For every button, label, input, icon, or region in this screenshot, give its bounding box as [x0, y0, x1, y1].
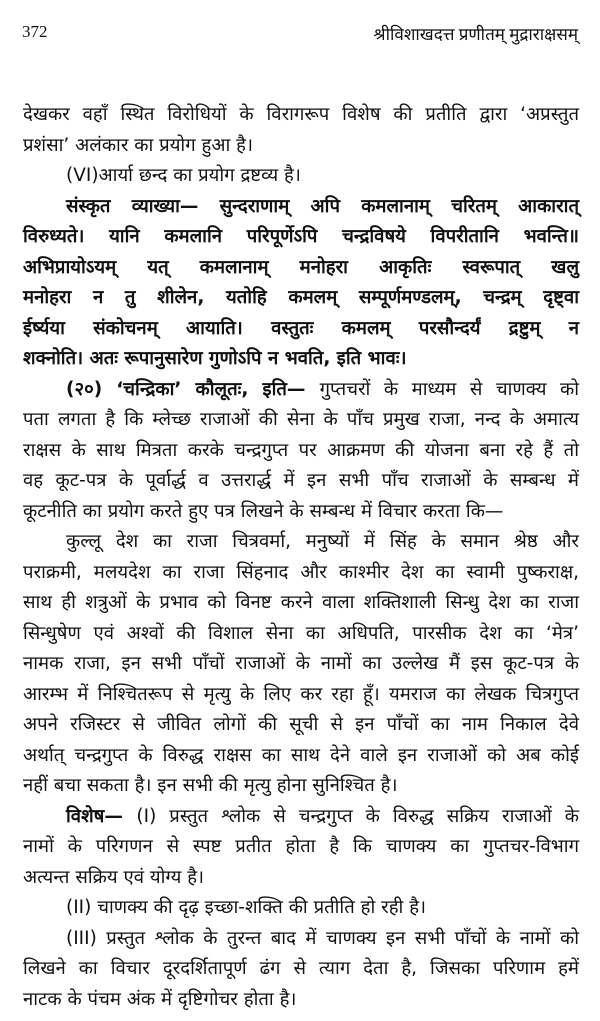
text-line: [23, 314, 579, 344]
text-line: [23, 436, 579, 466]
text-line: [66, 527, 579, 557]
text-segment: (I) प्रस्तुत श्लोक से चन्द्रगुप्त के विरुद्ध सक्रिय राजाओं के: [136, 805, 579, 827]
text-line: [23, 741, 579, 771]
text-line: [23, 771, 579, 801]
text-line: [23, 283, 579, 313]
text-segment: नाटक के पंचम अंक में दृष्टिगोचर होता है।: [23, 988, 297, 1010]
bold-text-segment: अभिप्रायोऽयम् यत् कमलानाम् मनोहरा आकृतिः स्वरूपात् खलु: [23, 256, 579, 278]
text-segment: राक्षस के साथ मित्रता करके चन्द्रगुप्त पर आक्रमण की योजना बना रहे हैं तो: [23, 439, 579, 461]
text-line: [23, 131, 579, 161]
text-segment: कूटनीति का प्रयोग करते हुए पत्र लिखने के सम्बन्ध में विचार करता कि—: [23, 500, 504, 522]
text-segment: अपने रजिस्टर से जीवित लोगों की सूची से इन पाँचों का नाम निकाल देवे: [23, 714, 579, 735]
bold-text-segment: शक्नोति। अतः रूपानुसारेण गुणोऽपि न भवति, इति भावः।: [23, 348, 407, 369]
text-segment: नामों के परिगणन से स्पष्ट प्रतीत होता है कि चाणक्य का गुप्तचर-विभाग: [23, 836, 579, 857]
bold-text-segment: (२०) ‘चन्द्रिका’ कौलूतः, इति—: [66, 378, 320, 400]
text-line: [23, 649, 579, 679]
text-segment: कुल्लू देश का राजा चित्रवर्मा, मनुष्यों में सिंह के समान श्रेष्ठ और: [66, 531, 579, 552]
text-line: [23, 954, 579, 984]
text-segment: (II) चाणक्य की दृढ़ इच्छा-शक्ति की प्रतीति हो रही है।: [66, 897, 427, 918]
text-line: [66, 893, 579, 923]
text-line: [66, 375, 579, 405]
bold-text-segment: मनोहरा न तु शीलेन, यतोहि कमलम् सम्पूर्णमण्डलम्, चन्द्रम् दृष्ट्वा: [23, 287, 579, 308]
text-line: [23, 253, 579, 283]
text-line: [23, 344, 579, 374]
text-line: [23, 466, 579, 496]
text-segment: पता लगता है कि म्लेच्छ राजाओं की सेना के पाँच प्रमुख राजा, नन्द के अमात्य: [23, 409, 579, 430]
text-segment: नहीं बचा सकता है। इन सभी की मृत्यु होना सुनिश्चित है।: [23, 775, 398, 796]
bold-text-segment: विरुध्यते। यानि कमलानि परिपूर्णेऽपि चन्द्रविषये विपरीतानि भवन्ति॥: [23, 226, 579, 247]
bold-text-segment: विशेष—: [66, 805, 137, 827]
text-line: [66, 802, 579, 832]
text-line: [23, 405, 579, 435]
text-line: [66, 924, 579, 954]
text-segment: (III) प्रस्तुत श्लोक के तुरन्त बाद में चाणक्य इन सभी पाँचों के नामों को: [66, 927, 579, 949]
text-line: [23, 558, 579, 588]
text-line: [23, 863, 579, 893]
page-number: 372: [22, 22, 48, 41]
text-line: [23, 588, 579, 618]
text-segment: अर्थात् चन्द्रगुप्त के विरुद्ध राक्षस का साथ देने वाले इन राजाओं को अब कोई: [23, 744, 579, 766]
text-line: [23, 619, 579, 649]
text-line: [23, 680, 579, 710]
text-line: [23, 497, 579, 527]
text-segment: प्रशंसा’ अलंकार का प्रयोग हुआ है।: [23, 134, 253, 156]
bold-text-segment: ईर्ष्यया संकोचनम् आयाति। वस्तुतः कमलम् परसौन्दर्यं द्रष्टुम् न: [23, 317, 579, 339]
text-line: [66, 192, 579, 222]
text-line: [23, 985, 579, 1015]
text-line: [23, 832, 579, 862]
text-segment: देखकर वहाँ स्थित विरोधियों के विरागरूप विशेष की प्रतीति द्वारा ‘अप्रस्तुत: [23, 104, 579, 125]
text-segment: पराक्रमी, मलयदेश का राजा सिंहनाद और काश्मीर देश का स्वामी पुष्कराक्ष,: [23, 561, 579, 583]
text-segment: वह कूट-पत्र के पूर्वार्द्ध व उत्तरार्द्ध में इन सभी पाँच राजाओं के सम्बन्ध में: [23, 470, 579, 491]
text-segment: अत्यन्त सक्रिय एवं योग्य है।: [23, 866, 205, 888]
text-segment: साथ ही शत्रुओं के प्रभाव को विनष्ट करने वाला शक्तिशाली सिन्धु देश का राजा: [23, 592, 579, 613]
bold-text-segment: संस्कृत व्याख्या— सुन्दराणाम् अपि कमलानाम् चरितम् आकारात्: [66, 195, 579, 217]
running-title: श्रीविशाखदत्त प्रणीतम् मुद्राराक्षसम्: [373, 25, 578, 44]
text-line: [23, 222, 579, 252]
text-line: [66, 161, 579, 191]
text-segment: आरम्भ में निश्चितरूप से मृत्यु के लिए कर रहा हूँ। यमराज का लेखक चित्रगुप्त: [23, 683, 579, 705]
text-line: [23, 100, 579, 130]
text-line: [23, 710, 579, 740]
text-segment: गुप्तचरों के माध्यम से चाणक्य को: [319, 378, 580, 400]
text-segment: नामक राजा, इन सभी पाँचों राजाओं के नामों का उल्लेख मैं इस कूट-पत्र के: [23, 653, 579, 674]
text-segment: लिखने का विचार दूरदर्शितापूर्ण ढंग से त्याग देता है, जिसका परिणाम हमें: [23, 958, 579, 979]
text-segment: (VI)आर्या छन्द का प्रयोग द्रष्टव्य है।: [66, 165, 301, 186]
text-segment: सिन्धुषेण एवं अश्वों की विशाल सेना का अधिपति, पारसीक देश का ‘मेत्र’: [23, 622, 579, 644]
